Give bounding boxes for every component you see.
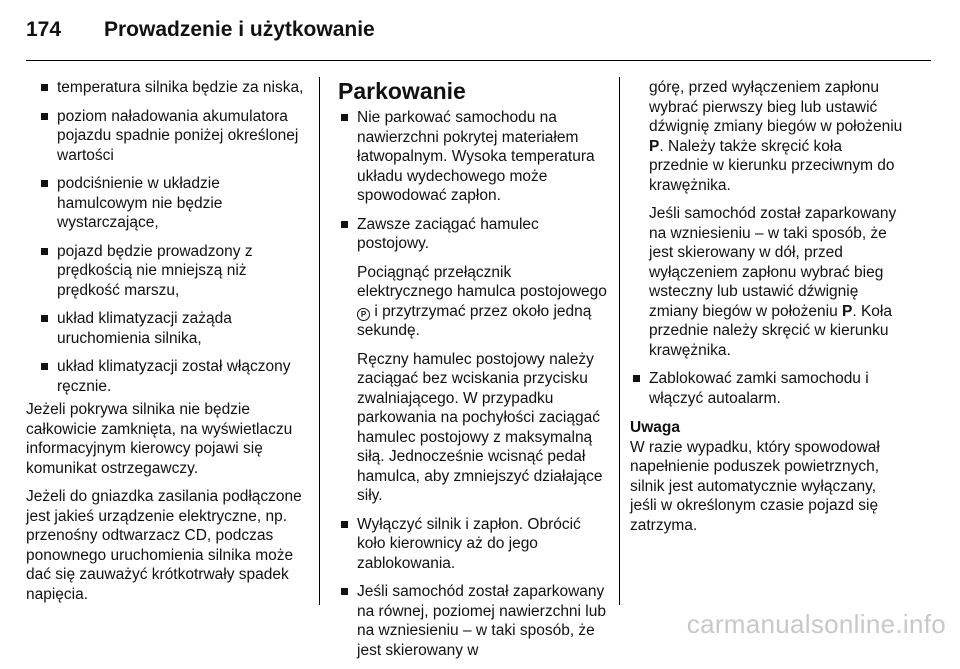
- list-item: układ klimatyzacji został włączony ręcznie.: [38, 357, 306, 396]
- bullet-icon: [341, 521, 348, 528]
- note-title: Uwaga: [630, 419, 680, 436]
- bullet-icon: [41, 180, 48, 187]
- column-1: [26, 78, 306, 613]
- list-item: Wyłączyć silnik i zapłon. Obrócić koło kierownicy aż do jego zablokowania.: [338, 515, 608, 574]
- list-item: Jeśli samochód został zaparkowany na równej, poziomej nawierzchni lub na wzniesieniu – w taki sposób, że jest skierowany w: [338, 582, 608, 660]
- column-divider-2: [619, 77, 620, 605]
- section-title: Parkowanie: [338, 78, 466, 104]
- paragraph: Jeżeli pokrywa silnika nie będzie całkowicie zamknięta, na wyświetlaczu informacyjnym kierowcy pojawi się komunikat ostrzegawczy.: [26, 401, 293, 477]
- page-title: Prowadzenie i użytkowanie: [104, 18, 375, 41]
- list-item: Nie parkować samochodu na nawierzchni pokrytej materiałem łatwopalnym. Wysoka temperatura układu wydechowego może spowodować zapłon.: [338, 108, 608, 206]
- column-divider-1: [319, 77, 320, 605]
- page-number: 174: [26, 18, 62, 41]
- continued-paragraph: górę, przed wyłączeniem zapłonu wybrać pierwszy bieg lub ustawić dźwignię zmiany biegów w położeniu P. Należy także skręcić koła przednie w kierunku przeciwnym do krawężnika.: [649, 79, 903, 194]
- bullet-icon: [633, 375, 640, 382]
- list-item: temperatura silnika będzie za niska,: [38, 78, 306, 98]
- watermark: carmanualsonline.info: [686, 609, 946, 639]
- list-item: Zablokować zamki samochodu i włączyć autoalarm.: [630, 369, 905, 408]
- bullet-icon: [341, 114, 348, 121]
- note-block: [630, 418, 905, 535]
- column-2: [338, 78, 608, 669]
- continued-paragraph: Jeśli samochód został zaparkowany na wzniesieniu – w taki sposób, że jest skierowany w dół, przed wyłączeniem zapłonu wybrać bieg wsteczny lub ustawić dźwignię zmiany biegów w położeniu P. Koła przednie należy skręcić w kierunku krawężnika.: [649, 205, 897, 359]
- bullet-icon: [341, 221, 348, 228]
- bullet-icon: [41, 363, 48, 370]
- list-item: pojazd będzie prowadzony z prędkością nie mniejszą niż prędkość marszu,: [38, 242, 306, 301]
- bullet-icon: [41, 84, 48, 91]
- paragraph: Jeżeli do gniazdka zasilania podłączone jest jakieś urządzenie elektryczne, np. przenośny odtwarzacz CD, podczas ponownego uruchomienia silnika może dać się zauważyć krótkotrwały spadek napięcia.: [26, 488, 302, 603]
- bullet-icon: [41, 113, 48, 120]
- list-item: poziom naładowania akumulatora pojazdu spadnie poniżej określonej wartości: [38, 107, 306, 166]
- header-rule: [26, 60, 931, 61]
- column-3: [630, 78, 905, 535]
- sub-paragraph: Pociągnąć przełącznik elektrycznego hamulca postojowego P i przytrzymać przez około jedną sekundę.: [357, 263, 607, 339]
- bullet-icon: [41, 248, 48, 255]
- parking-brake-icon: P: [357, 308, 370, 321]
- list-item: Zawsze zaciągać hamulec postojowy.: [338, 215, 608, 254]
- list-item: podciśnienie w układzie hamulcowym nie będzie wystarczające,: [38, 174, 306, 233]
- bullet-icon: [41, 315, 48, 322]
- sub-paragraph: Ręczny hamulec postojowy należy zaciągać bez wciskania przycisku zwalniającego. W przypadku parkowania na pochyłości zaciągać hamulec postojowy z maksymalną siłą. Jednocześnie wcisnąć pedał hamulca, aby zmniejszyć działające siły.: [357, 350, 603, 504]
- list-item: układ klimatyzacji zażąda uruchomienia silnika,: [38, 309, 306, 348]
- note-text: W razie wypadku, który spowodował napełnienie poduszek powietrznych, silnik jest automatycznie wyłączany, jeśli w określonym czasie pojazd się zatrzyma.: [630, 438, 880, 534]
- bullet-icon: [341, 588, 348, 595]
- page-header: [26, 18, 375, 42]
